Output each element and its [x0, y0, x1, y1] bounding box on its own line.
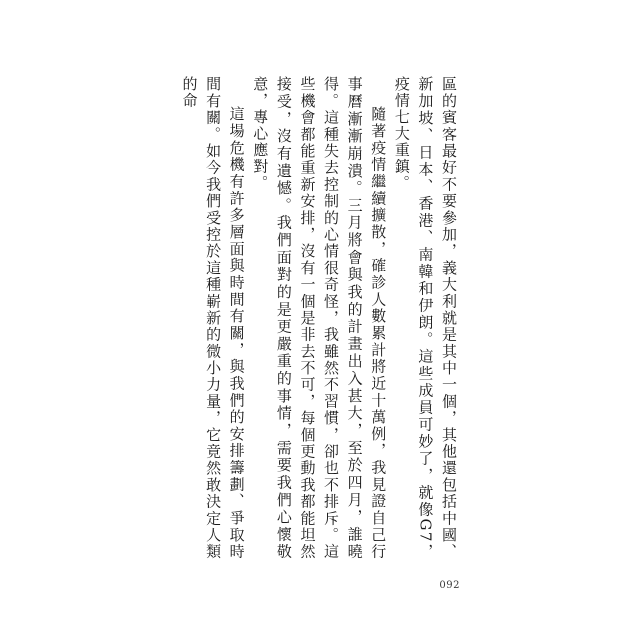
page-number: 092	[439, 580, 460, 591]
paragraph: 這場危機有許多層面與時間有關，與我們的安排籌劃、爭取時間有關。如今我們受控於這種嶄新的微小力量，它竟然敢決定人類的命	[180, 76, 246, 560]
paragraph: 隨著疫情繼續擴散，確診人數累計將近十萬例，我見證自己行事曆漸漸崩潰。三月將會與我的計畫出入甚大，至於四月，誰曉得。這種失去控制的心情很奇怪，我雖然不習慣，卻也不排斥。這些機會都能重新安排，沒有一個是非去不可，每個更動我都能坦然接受，沒有遺憾。我們面對的是更嚴重的事情，需要我們心懷敬意，專心應對。	[251, 76, 388, 560]
paragraph-continued: 區的賓客最好不要參加，義大利就是其中一個，其他還包括中國、新加坡、日本、香港、南韓和伊朗。這些成員可妙了，就像G7，疫情七大重鎮。	[392, 76, 458, 560]
body-text	[180, 76, 460, 560]
